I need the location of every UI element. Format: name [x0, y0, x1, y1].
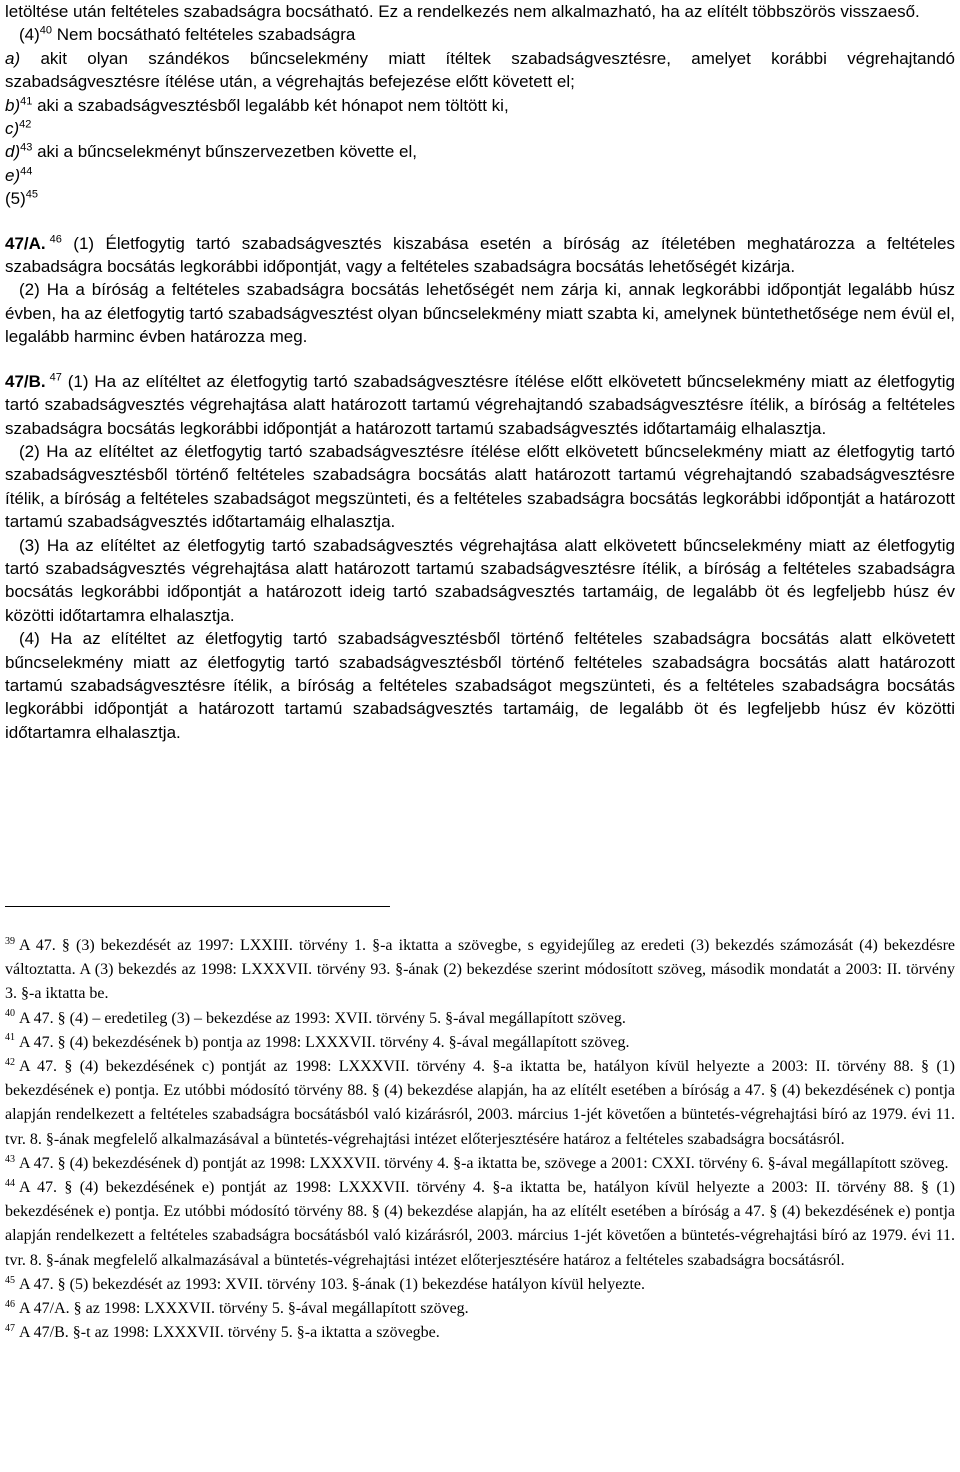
- footnote: $^{44}$ A 47. § (4) bekezdésének e) pontját az 1998: LXXXVII. törvény 4. §-a iktatta be, hatályon kívül helyezte a 2003: II. törvény 88. § (1) bekezdésének e) pontja. Ez utóbbi módosító törvény 88. § (4) bekezdése alapján, ha az elítélt esetében a bíróság a 47. § (4) bekezdésének e) pontja alapján rendelkezett a feltételes szabadságra bocsátásból való kizárásról, 2003. március 1-jét követően a büntetés-végrehajtási bíró az 1979. évi 11. tvr. 8. §-ának megfelelő alkalmazásával a büntetés-végrehajtási intézet előterjesztésére határoz a feltételes szabadságra bocsátásról.: [5, 1177, 955, 1269]
- paragraph-5: $(5)^{45}$: [5, 188, 39, 209]
- section-47b-paragraph-2: (2) Ha az elítéltet az életfogytig tartó szabadságvesztésre ítélése előtt elkövetett bűncselekmény miatt az életfogytig tartó szabadságvesztésből történő feltételes szabadságra bocsátás alatt határozott tartamú végrehajtandó szabadságvesztésre ítélik, a bíróság a feltételes szabadságot megszünteti, és a feltételes szabadságra bocsátás legkorábbi időpontját a határozott tartamú szabadságvesztés időtartamáig elhalasztja.: [5, 441, 955, 532]
- paragraph-continuation: letöltése után feltételes szabadságra bocsátható. Ez a rendelkezés nem alkalmazható, ha az elítélt többszörös visszaeső.: [5, 2, 920, 21]
- point-e: e)$^{44}$: [5, 165, 33, 185]
- footnote-ref[interactable]: 43: [20, 141, 33, 154]
- footnote: $^{47}$ A 47/B. §-t az 1998: LXXXVII. törvény 5. §-a iktatta a szövegbe.: [5, 1322, 440, 1342]
- section-title: 47/A.: [5, 233, 46, 253]
- section-47a-paragraph-2: (2) Ha a bíróság a feltételes szabadságra bocsátás lehetőségét nem zárja ki, annak legkorábbi időpontját legalább húsz évben, ha az életfogytig tartó szabadságvesztést olyan bűncselekmény miatt szabta ki, amelynek büntethetősége nem évül el, legalább harminc évben határozza meg.: [5, 280, 955, 347]
- point-b: b)$^{41}$ aki a szabadságvesztésből legalább két hónapot nem töltött ki,: [5, 94, 509, 115]
- section-title: 47/B.: [5, 371, 46, 391]
- footnote: $^{43}$ A 47. § (4) bekezdésének d) pontját az 1998: LXXXVII. törvény 4. §-a iktatta be, szövege a 2001: CXXI. törvény 6. §-ával megállapított szöveg.: [5, 1153, 949, 1172]
- footnote-ref[interactable]: 40: [39, 24, 53, 37]
- footnote-separator: [5, 906, 390, 907]
- section-47b-paragraph-4: (4) Ha az elítéltet az életfogytig tartó szabadságvesztésből történő feltételes szabadságra bocsátás alatt elkövetett bűncselekmény miatt az életfogytig tartó szabadságvesztésből történő feltételes szabadságra bocsátás alatt határozott tartamú szabadságvesztésre ítélik, a bíróság a feltételes szabadságot megszünteti, és a feltételes szabadságra bocsátás legkorábbi időpontját a határozott tartamú szabadságvesztés tartamáig, de legalább öt és legfeljebb húsz év közötti időtartamra elhalasztja.: [5, 629, 955, 742]
- section-47b-paragraph-1: 47/B. $^{47}$ (1) Ha az elítéltet az életfogytig tartó szabadságvesztésre ítélése előtt elkövetett bűncselekmény miatt az életfogytig tartó szabadságvesztés végrehajtása alatt határozott tartamú végrehajtandó szabadságvesztésre ítélik, a bíróság a feltételes szabadságra bocsátás legkorábbi időpontját a határozott tartamú szabadságvesztés időtartamáig elhalasztja.: [5, 371, 955, 438]
- section-47b-paragraph-3: (3) Ha az elítéltet az életfogytig tartó szabadságvesztés végrehajtása alatt elkövetett bűncselekmény miatt az életfogytig tartó szabadságvesztés végrehajtása alatt határozott tartamú szabadságvesztésre ítélik, a bíróság a feltételes szabadságra bocsátás legkorábbi időpontját a határozott ideig tartó szabadságvesztés tartamáig, de legalább öt és legfeljebb húsz év közötti időtartamra elhalasztja.: [5, 535, 955, 625]
- main-text: [5, 0, 955, 744]
- point-a: a) akit olyan szándékos bűncselekmény miatt ítéltek szabadságvesztésre, amelyet korábbi végrehajtandó szabadságvesztésre ítélése után, a végrehajtás befejezése előtt követett el;: [5, 48, 955, 92]
- footnote: $^{42}$ A 47. § (4) bekezdésének c) pontját az 1998: LXXXVII. törvény 4. §-a iktatta be, hatályon kívül helyezte a 2003: II. törvény 88. § (1) bekezdésének e) pontja. Ez utóbbi módosító törvény 88. § (4) bekezdése alapján, ha az elítélt esetében a bíróság a 47. § (4) bekezdésének c) pontja alapján rendelkezett a feltételes szabadságra bocsátásból való kizárásról, 2003. március 1-jét követően a büntetés-végrehajtási bíró az 1979. évi 11. tvr. 8. §-ának megfelelő alkalmazásával a büntetés-végrehajtási intézet előterjesztésére határoz a feltételes szabadságra bocsátásról.: [5, 1056, 955, 1148]
- footnote: $^{40}$ A 47. § (4) – eredetileg (3) – bekezdése az 1993: XVII. törvény 5. §-ával megállapított szöveg.: [5, 1008, 626, 1027]
- footnote-ref[interactable]: 42: [19, 118, 32, 131]
- document-page: [5, 0, 955, 1342]
- footnote: $^{41}$ A 47. § (4) bekezdésének b) pontja az 1998: LXXXVII. törvény 4. §-ával megállapított szöveg.: [5, 1032, 630, 1051]
- footnotes: [5, 934, 955, 1345]
- footnote-ref[interactable]: 44: [20, 165, 33, 178]
- paragraph-4: $(4)^{40}$ Nem bocsátható feltételes szabadságra: [19, 24, 356, 45]
- footnote: $^{45}$ A 47. § (5) bekezdését az 1993: XVII. törvény 103. §-ának (1) bekezdése hatályon kívül helyezte.: [5, 1274, 645, 1293]
- point-d: d)$^{43}$ aki a bűncselekményt bűnszervezetben követte el,: [5, 141, 417, 162]
- footnote-ref[interactable]: 47: [49, 371, 62, 384]
- footnote-ref[interactable]: 46: [49, 233, 62, 245]
- point-c: c)$^{42}$: [5, 118, 32, 139]
- footnote: $^{39}$ A 47. § (3) bekezdését az 1997: LXXIII. törvény 1. §-a iktatta a szövegbe, s egyidejűleg az eredeti (3) bekezdés számozását (4) bekezdésre változtatta. A (3) bekezdés az 1998: LXXXVII. törvény 93. §-ának (2) bekezdése szerint módosított szöveg, második mondatát a 2003: II. törvény 3. §-a iktatta be.: [5, 935, 955, 1003]
- footnote-ref[interactable]: 45: [25, 188, 39, 201]
- footnote: $^{46}$ A 47/A. § az 1998: LXXXVII. törvény 5. §-ával megállapított szöveg.: [5, 1298, 469, 1318]
- footnote-ref[interactable]: 41: [20, 94, 33, 107]
- section-47a-paragraph-1: 47/A. $^{46}$ (1) Életfogytig tartó szabadságvesztés kiszabása esetén a bíróság az ítéletében meghatározza a feltételes szabadságra bocsátás legkorábbi időpontját, vagy a feltételes szabadságra bocsátás lehetőségét kizárja.: [5, 233, 955, 277]
